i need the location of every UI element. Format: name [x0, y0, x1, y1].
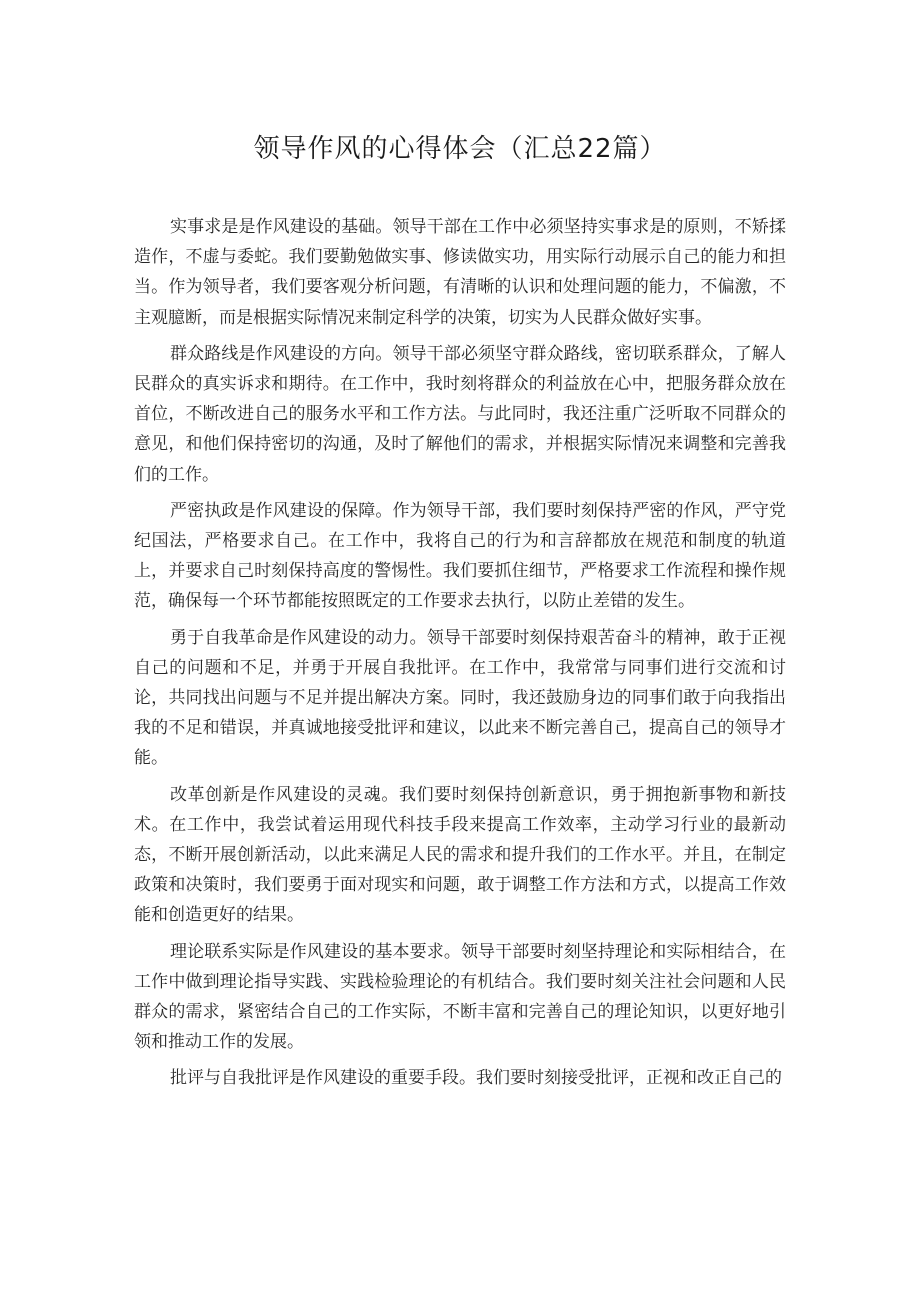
paragraph-4: 勇于自我革命是作风建设的动力。领导干部要时刻保持艰苦奋斗的精神，敢于正视自己的问题和不足，并勇于开展自我批评。在工作中，我常常与同事们进行交流和讨论，共同找出问题与不足并提出解决方案。同时，我还鼓励身边的同事们敢于向我指出我的不足和错误，并真诚地接受批评和建议，以此来不断完善自己，提高自己的领导才能。: [134, 627, 786, 769]
paragraph-6: 理论联系实际是作风建设的基本要求。领导干部要时刻坚持理论和实际相结合，在工作中做到理论指导实践、实践检验理论的有机结合。我们要时刻关注社会问题和人民群众的需求，紧密结合自己的工作实际，不断丰富和完善自己的理论知识，以更好地引领和推动工作的发展。: [134, 941, 786, 1053]
paragraph-7: 批评与自我批评是作风建设的重要手段。我们要时刻接受批评，正视和改正自己的: [170, 1068, 782, 1089]
document-body: [134, 212, 786, 1100]
paragraph-2: 群众路线是作风建设的方向。领导干部必须坚守群众路线，密切联系群众，了解人民群众的真实诉求和期待。在工作中，我时刻将群众的利益放在心中，把服务群众放在首位，不断改进自己的服务水平和工作方法。与此同时，我还注重广泛听取不同群众的意见，和他们保持密切的沟通，及时了解他们的需求，并根据实际情况来调整和完善我们的工作。: [134, 343, 786, 485]
paragraph-3: 严密执政是作风建设的保障。作为领导干部，我们要时刻保持严密的作风，严守党纪国法，严格要求自己。在工作中，我将自己的行为和言辞都放在规范和制度的轨道上，并要求自己时刻保持高度的警惕性。我们要抓住细节，严格要求工作流程和操作规范，确保每一个环节都能按照既定的工作要求去执行，以防止差错的发生。: [134, 500, 786, 612]
paragraph-1: 实事求是是作风建设的基础。领导干部在工作中必须坚持实事求是的原则，不矫揉造作，不虚与委蛇。我们要勤勉做实事、修读做实功，用实际行动展示自己的能力和担当。作为领导者，我们要客观分析问题，有清晰的认识和处理问题的能力，不偏激，不主观臆断，而是根据实际情况来制定科学的决策，切实为人民群众做好实事。: [134, 217, 786, 328]
document-title: 领导作风的心得体会（汇总22篇）: [253, 134, 667, 164]
paragraph-5: 改革创新是作风建设的灵魂。我们要时刻保持创新意识，勇于拥抱新事物和新技术。在工作中，我尝试着运用现代科技手段来提高工作效率，主动学习行业的最新动态，不断开展创新活动，以此来满足人民的需求和提升我们的工作水平。并且，在制定政策和决策时，我们要勇于面对现实和问题，敢于调整工作方法和方式，以提高工作效能和创造更好的结果。: [134, 784, 786, 926]
